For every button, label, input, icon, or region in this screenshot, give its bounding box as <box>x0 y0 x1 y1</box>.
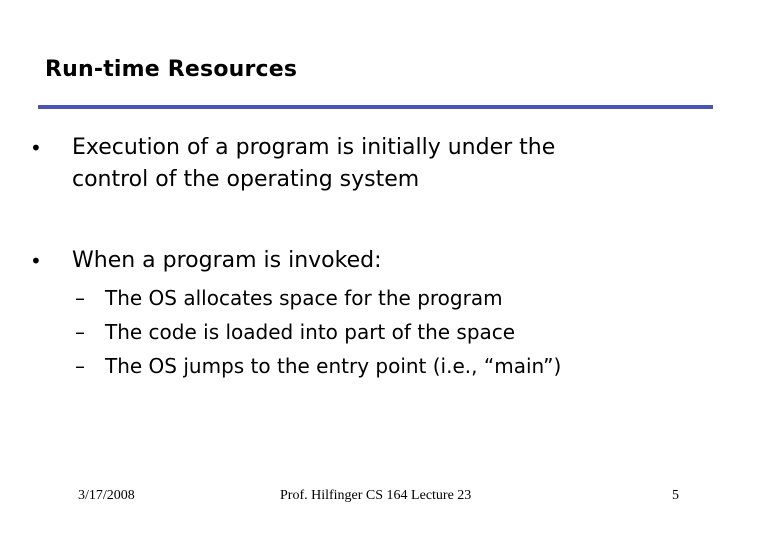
sub-bullet-marker: – <box>75 286 85 310</box>
bullet-line: Execution of a program is initially under the <box>72 135 556 160</box>
sub-bullet-text: The OS jumps to the entry point (i.e., “main”) <box>105 354 562 378</box>
sub-bullet-item <box>75 349 561 383</box>
title-divider <box>38 105 713 109</box>
sub-bullet-item <box>75 281 503 315</box>
bullet-line: When a program is invoked: <box>72 248 382 273</box>
sub-bullet-marker: – <box>75 320 85 344</box>
sub-bullet-marker: – <box>75 354 85 378</box>
sub-bullet-item <box>75 315 515 349</box>
footer-course-info: Prof. Hilfinger CS 164 Lecture 23 <box>280 488 472 503</box>
sub-bullet-text: The OS allocates space for the program <box>105 286 503 310</box>
bullet-marker: • <box>30 136 42 160</box>
bullet-marker: • <box>30 249 42 273</box>
bullet-line: control of the operating system <box>72 167 420 192</box>
footer-page-number: 5 <box>672 488 679 503</box>
sub-bullet-text: The code is loaded into part of the space <box>105 320 516 344</box>
footer-date: 3/17/2008 <box>78 488 135 503</box>
bullet-text <box>72 132 555 196</box>
bullet-text <box>72 245 382 277</box>
slide-title: Run-time Resources <box>45 57 298 82</box>
